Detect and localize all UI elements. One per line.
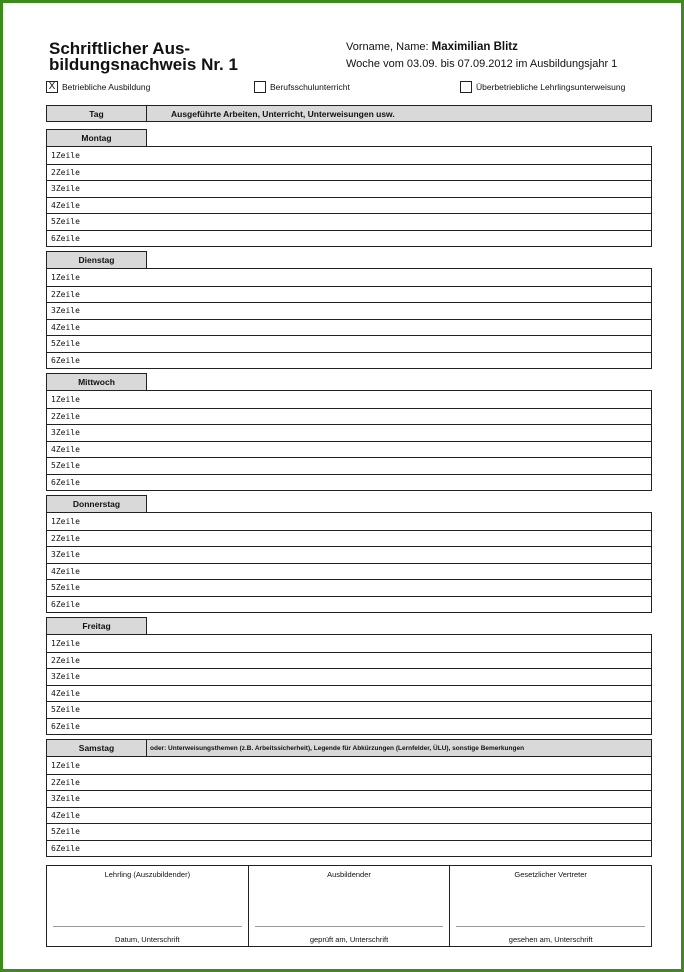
signature-apprentice[interactable] <box>47 866 248 946</box>
entry-row[interactable]: 4Zeile <box>47 441 651 458</box>
signature-trainer[interactable] <box>248 866 450 946</box>
entry-row[interactable]: 5Zeile <box>47 579 651 596</box>
day-block-donnerstag <box>46 495 652 613</box>
day-rows <box>46 512 652 613</box>
entry-row[interactable]: 5Zeile <box>47 457 651 474</box>
signature-guardian[interactable] <box>449 866 651 946</box>
day-block-montag <box>46 129 652 247</box>
day-rows <box>46 146 652 247</box>
entry-row[interactable]: 2Zeile <box>47 652 651 669</box>
signature-caption: Datum, Unterschrift <box>115 935 180 944</box>
samstag-note: oder: Unterweisungsthemen (z.B. Arbeitssicherheit), Legende für Abkürzungen (Lernfelder, ÜLU), sonstige Bemerkungen <box>147 739 652 756</box>
entry-row[interactable]: 1Zeile <box>51 760 80 770</box>
name-line <box>346 41 518 53</box>
day-rows <box>46 390 652 491</box>
name-label: Vorname, Name: <box>346 41 429 53</box>
day-label: Samstag <box>46 739 147 756</box>
entry-row[interactable]: 1Zeile <box>51 150 80 160</box>
table-header-tag: Tag <box>47 106 147 121</box>
page-title <box>49 41 279 73</box>
checkbox-ueberbetrieblich[interactable] <box>460 81 625 93</box>
checkbox-label: Überbetriebliche Lehrlingsunterweisung <box>476 82 626 92</box>
day-rows <box>46 268 652 369</box>
entry-row[interactable]: 4Zeile <box>47 807 651 824</box>
entry-row[interactable]: 6Zeile <box>47 840 651 857</box>
entry-row[interactable]: 2Zeile <box>47 530 651 547</box>
day-block-freitag <box>46 617 652 735</box>
checkbox-box[interactable] <box>460 81 472 93</box>
entry-row[interactable]: 3Zeile <box>47 546 651 563</box>
checkbox-betriebliche[interactable] <box>46 81 150 93</box>
entry-row[interactable]: 3Zeile <box>47 424 651 441</box>
signature-title: Ausbildender <box>327 870 371 879</box>
entry-row[interactable]: 4Zeile <box>47 197 651 214</box>
entry-row[interactable]: 3Zeile <box>47 180 651 197</box>
day-label: Freitag <box>46 617 147 634</box>
entry-row[interactable]: 2Zeile <box>47 164 651 181</box>
day-label: Mittwoch <box>46 373 147 390</box>
table-header <box>46 105 652 122</box>
name-value[interactable]: Maximilian Blitz <box>431 41 518 53</box>
signature-title: Lehrling (Auszubildender) <box>104 870 191 879</box>
title-line-2: bildungsnachweis Nr. 1 <box>49 55 238 74</box>
day-label: Montag <box>46 129 147 146</box>
entry-row[interactable]: 6Zeile <box>47 596 651 613</box>
entry-row[interactable]: 5Zeile <box>47 335 651 352</box>
entry-row[interactable]: 2Zeile <box>47 774 651 791</box>
entry-row[interactable]: 5Zeile <box>47 701 651 718</box>
entry-row[interactable]: 3Zeile <box>47 668 651 685</box>
day-block-samstag <box>46 739 652 857</box>
entry-row[interactable]: 6Zeile <box>47 718 651 735</box>
entry-row[interactable]: 3Zeile <box>47 302 651 319</box>
entry-row[interactable]: 1Zeile <box>51 516 80 526</box>
checkbox-box[interactable] <box>254 81 266 93</box>
day-block-dienstag <box>46 251 652 369</box>
day-rows <box>46 756 652 857</box>
entry-row[interactable]: 2Zeile <box>47 408 651 425</box>
checkbox-label: Betriebliche Ausbildung <box>62 82 151 92</box>
entry-row[interactable]: 1Zeile <box>51 272 80 282</box>
entry-row[interactable]: 4Zeile <box>47 319 651 336</box>
entry-row[interactable]: 6Zeile <box>47 230 651 247</box>
entry-row[interactable]: 1Zeile <box>51 394 80 404</box>
signature-caption: gesehen am, Unterschrift <box>508 935 593 944</box>
entry-row[interactable]: 6Zeile <box>47 352 651 369</box>
signature-line <box>255 926 444 927</box>
checkbox-label: Berufsschulunterricht <box>270 82 350 92</box>
entry-row[interactable]: 5Zeile <box>47 823 651 840</box>
entry-row[interactable]: 1Zeile <box>51 638 80 648</box>
checkbox-box[interactable]: X <box>46 81 58 93</box>
day-block-mittwoch <box>46 373 652 491</box>
entry-row[interactable]: 6Zeile <box>47 474 651 491</box>
signature-caption: geprüft am, Unterschrift <box>309 935 389 944</box>
samstag-header <box>46 739 652 756</box>
title-line-1: Schriftlicher Aus- <box>49 39 191 58</box>
report-page <box>3 3 681 969</box>
week-line[interactable]: Woche vom 03.09. bis 07.09.2012 im Ausbildungsjahr 1 <box>346 58 618 70</box>
entry-row[interactable]: 3Zeile <box>47 790 651 807</box>
signature-line <box>53 926 242 927</box>
table-header-description: Ausgeführte Arbeiten, Unterricht, Unterweisungen usw. <box>171 108 395 119</box>
day-label: Donnerstag <box>46 495 147 512</box>
day-rows <box>46 634 652 735</box>
signature-line <box>456 926 645 927</box>
entry-row[interactable]: 2Zeile <box>47 286 651 303</box>
entry-row[interactable]: 4Zeile <box>47 563 651 580</box>
signature-title: Gesetzlicher Vertreter <box>514 870 587 879</box>
entry-row[interactable]: 5Zeile <box>47 213 651 230</box>
signature-section <box>46 865 652 947</box>
checkbox-berufsschule[interactable] <box>254 81 350 93</box>
day-label: Dienstag <box>46 251 147 268</box>
entry-row[interactable]: 4Zeile <box>47 685 651 702</box>
